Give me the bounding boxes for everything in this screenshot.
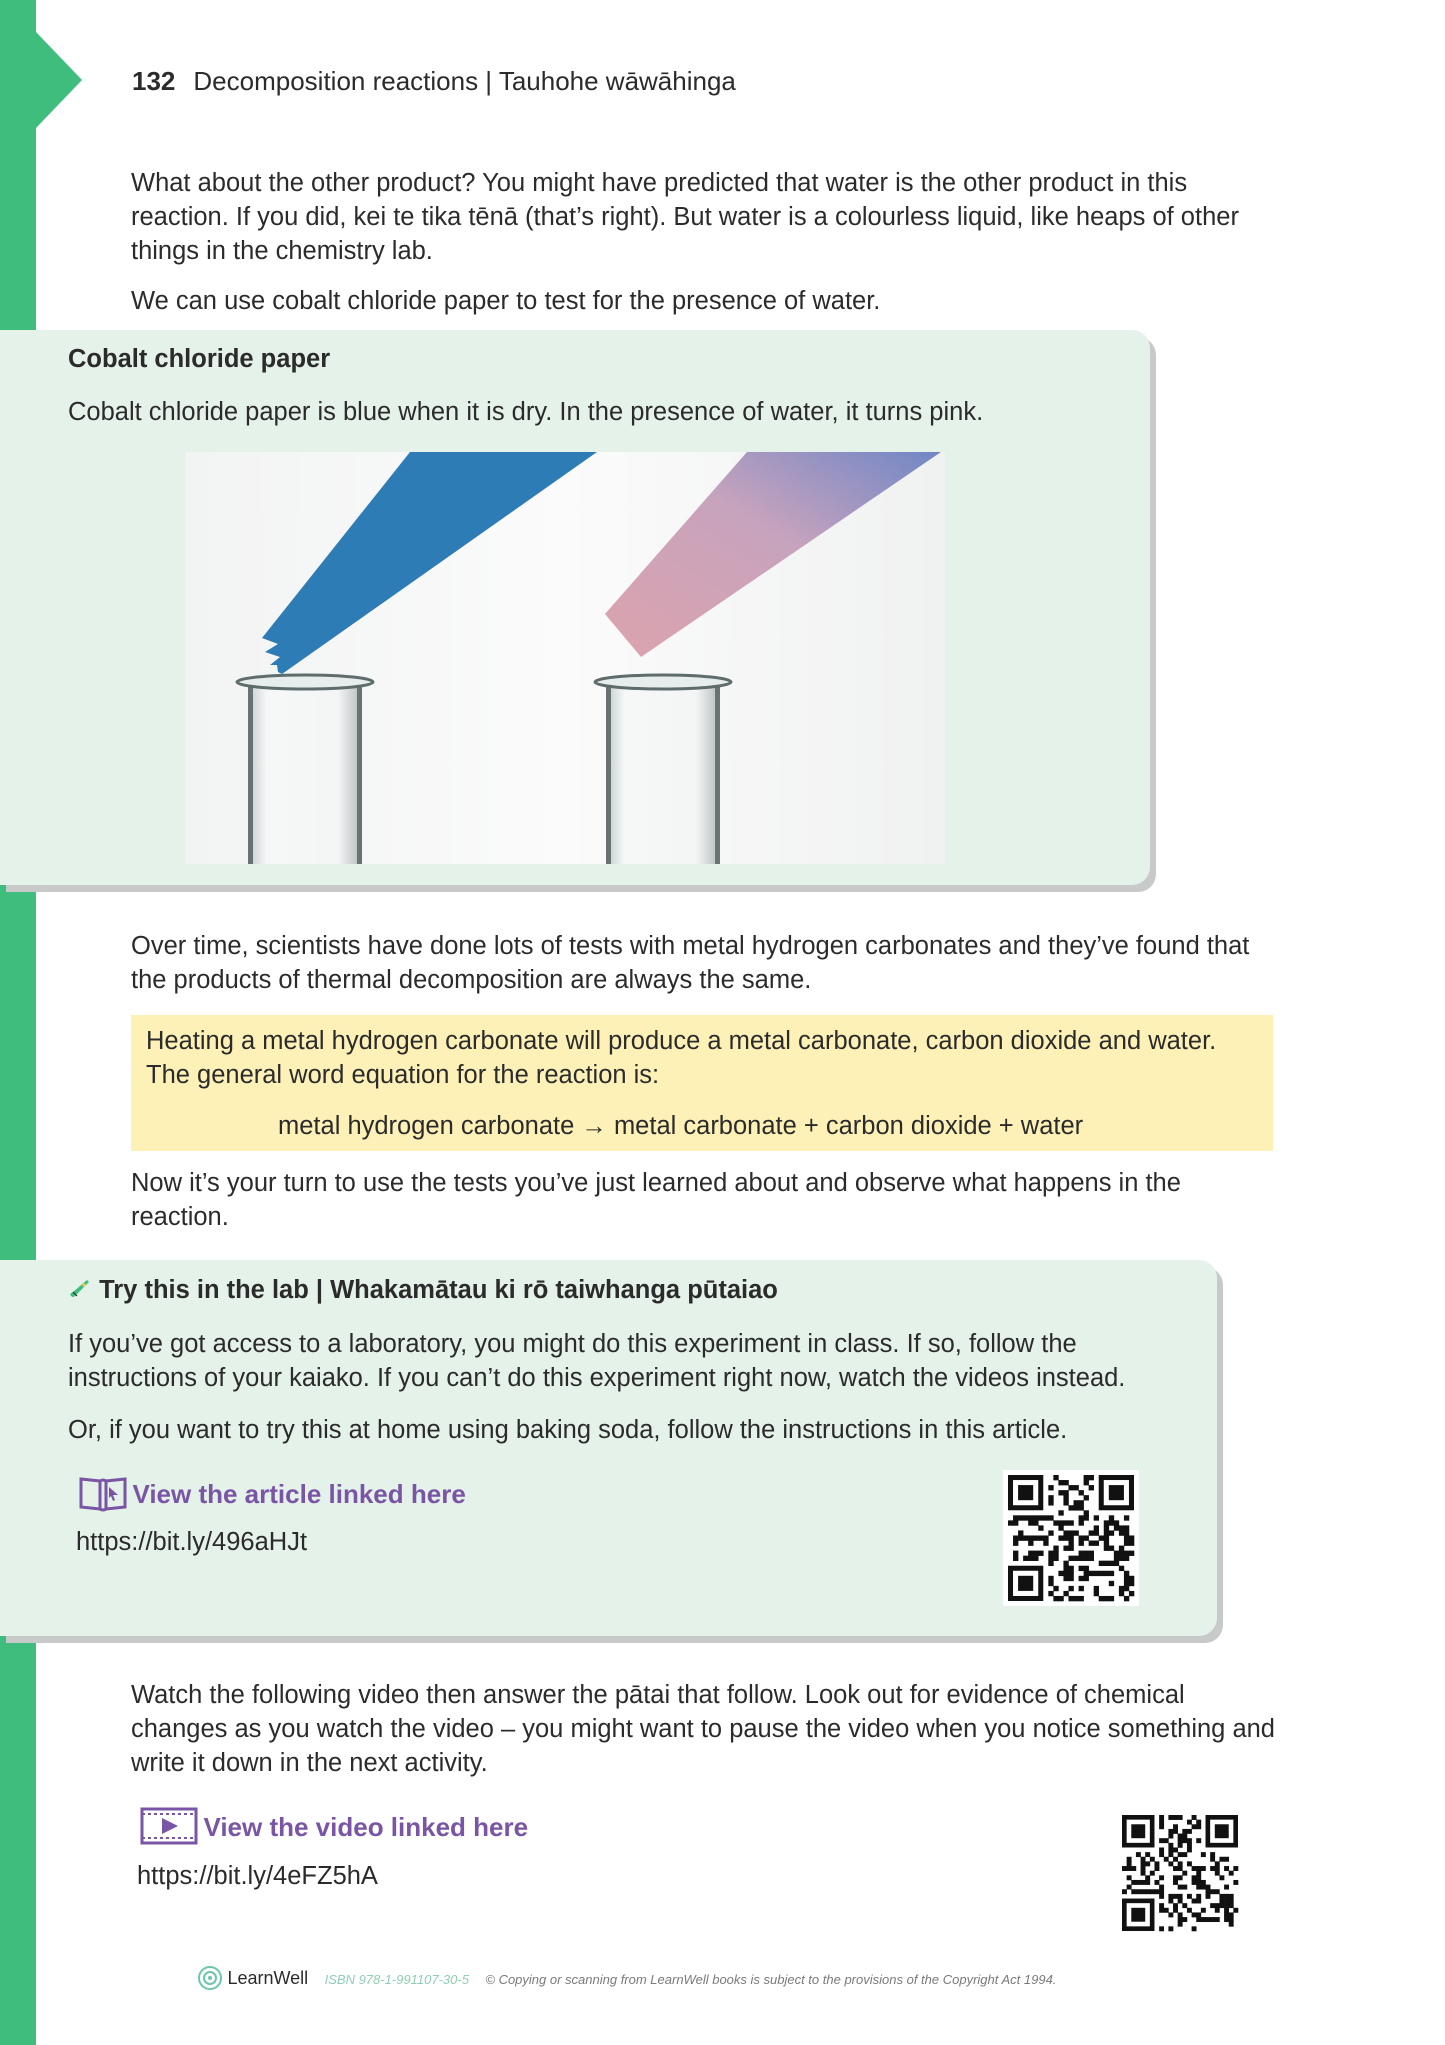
right-test-tube <box>595 675 731 864</box>
word-equation: metal hydrogen carbonate → metal carbonate + carbon dioxide + water <box>278 1112 1084 1140</box>
cobalt-chloride-photo <box>185 452 945 864</box>
article-link[interactable] <box>78 1473 466 1513</box>
page-header <box>132 66 736 97</box>
footer <box>197 1965 1056 1991</box>
footer-brand: LearnWell <box>227 1968 309 1988</box>
left-test-tube <box>237 675 373 864</box>
footer-isbn: ISBN 978-1-991107-30-5 <box>324 1972 469 1987</box>
lab-box-paragraph-2: Or, if you want to try this at home using baking soda, follow the instructions in this article. <box>68 1416 1068 1444</box>
article-link-label[interactable]: View the article linked here <box>132 1479 466 1509</box>
book-icon <box>78 1473 128 1513</box>
article-url[interactable]: https://bit.ly/496aHJt <box>76 1528 308 1556</box>
video-link[interactable] <box>139 1806 528 1846</box>
cobalt-box-title: Cobalt chloride paper <box>68 345 331 373</box>
lab-box-paragraph-1: If you’ve got access to a laboratory, you might do this experiment in class. If so, follow the instructions of your kaiako. If you can’t do this experiment right now, watch the videos instead. <box>68 1330 1126 1392</box>
page-tab-marker <box>36 32 82 128</box>
word-equation-intro: Heating a metal hydrogen carbonate will produce a metal carbonate, carbon dioxide and water. The general word equation for the reaction is: <box>146 1027 1217 1089</box>
learnwell-logo-icon <box>197 1965 223 1991</box>
video-paragraph: Watch the following video then answer the pātai that follow. Look out for evidence of chemical changes as you watch the video – you might want to pause the video when you notice something and write it down in the next activity. <box>131 1681 1275 1777</box>
article-qr-code <box>1003 1470 1139 1606</box>
intro-paragraph-2: We can use cobalt chloride paper to test for the presence of water. <box>131 287 881 315</box>
video-icon <box>139 1806 199 1846</box>
cobalt-box-text: Cobalt chloride paper is blue when it is dry. In the presence of water, it turns pink. <box>68 398 984 426</box>
left-edge-bar <box>0 0 36 2045</box>
page-number: 132 <box>132 66 176 96</box>
footer-copyright: © Copying or scanning from LearnWell books is subject to the provisions of the Copyright Act 1994. <box>485 1972 1057 1987</box>
chapter-title: Decomposition reactions | Tauhohe wāwāhinga <box>193 66 736 96</box>
your-turn-paragraph: Now it’s your turn to use the tests you’ve just learned about and observe what happens in the reaction. <box>131 1169 1181 1231</box>
video-url[interactable]: https://bit.ly/4eFZ5hA <box>137 1862 378 1890</box>
lab-box-title: Try this in the lab | Whakamātau ki rō taiwhanga pūtaiao <box>99 1276 778 1304</box>
thermal-decomposition-paragraph: Over time, scientists have done lots of tests with metal hydrogen carbonates and they’ve found that the products of thermal decomposition are always the same. <box>131 932 1250 994</box>
test-tube-icon <box>68 1277 92 1301</box>
intro-paragraph-1: What about the other product? You might have predicted that water is the other product in this reaction. If you did, kei te tika tēnā (that’s right). But water is a colourless liquid, like heaps of other things in the chemistry lab. <box>131 169 1239 265</box>
lab-box-header <box>68 1276 778 1305</box>
video-qr-code <box>1117 1810 1243 1936</box>
video-link-label[interactable]: View the video linked here <box>203 1812 529 1842</box>
